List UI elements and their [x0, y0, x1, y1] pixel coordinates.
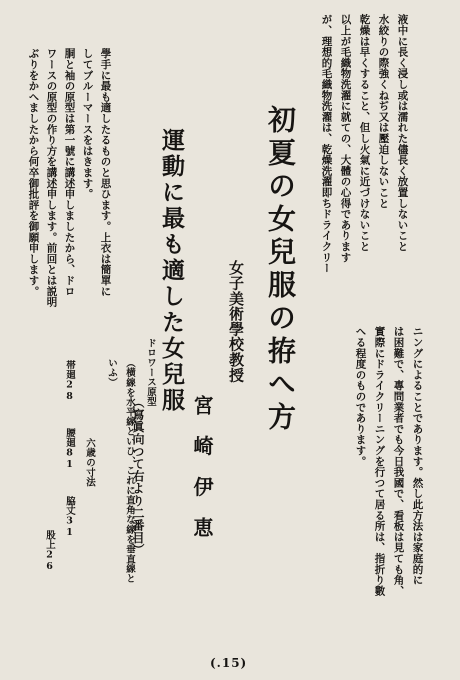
- paragraph-line: は困難で、專問業者でも今日我國で、看板は見ても角、: [392, 326, 405, 596]
- page-number: (.15): [210, 656, 248, 670]
- measure-label: 腰廻81: [64, 428, 75, 471]
- subtitle-note: （寫眞向つて右より二番目）: [131, 396, 145, 556]
- paragraph-line: 實際にドライクリーニングを行つて居る所は、指折り數: [373, 326, 386, 596]
- article-title: 初夏の女兒服の拵へ方: [264, 105, 297, 435]
- paragraph-line: 液中に長く浸し或は濡れた儘長く放置しないこと: [396, 14, 409, 252]
- paragraph-line: ぶりをかへましたから何卒御批評を御願申します。: [27, 48, 40, 297]
- paragraph-line: が、理想的毛織物洗濯は、乾燥洗濯即ちドライクリー: [320, 14, 333, 274]
- paragraph-line: してブルーマースをはきます。: [81, 48, 94, 200]
- paragraph-line: ワースの原型の作り方を講述申します。前回とは説明: [45, 48, 58, 308]
- paragraph-line: へる程度のものであります。: [354, 326, 367, 467]
- paragraph-line: 學手に最も適したるものと思ひます。上衣は簡單に: [99, 48, 112, 297]
- drawers-heading: ドロワース原型: [145, 338, 156, 407]
- paragraph-line: ニングによることであります。然し此方法は家庭的に: [411, 326, 424, 586]
- author-affiliation: 女子美術學校教授: [227, 260, 245, 383]
- article-subtitle: 運動に最も適した女兒服: [158, 128, 185, 414]
- paragraph-line: 以上が毛織物洗濯に就ての、大體の心得であります: [339, 14, 352, 263]
- author-name: 宮 崎 伊 恵: [190, 395, 214, 538]
- measure-heading: 六歳の寸法: [84, 438, 95, 487]
- measure-label: 股上26: [44, 530, 55, 573]
- paragraph-line: 胴と袖の原型は第一號に講述申しましたから、ドロ: [63, 48, 76, 297]
- paragraph-line: 水絞りの際強くねぢ又は壓迫しないこと: [377, 14, 390, 209]
- drawers-note-line: （横線を水平線といひ、これに直角な線を垂直線と: [124, 358, 135, 584]
- measure-label: 脇丈31: [64, 496, 75, 539]
- paragraph-line: 乾燥は早くすること、但し火氣に近づけないこと: [358, 14, 371, 252]
- measure-label: 帯廻28: [64, 360, 75, 403]
- drawers-note-line: いふ）: [106, 358, 117, 388]
